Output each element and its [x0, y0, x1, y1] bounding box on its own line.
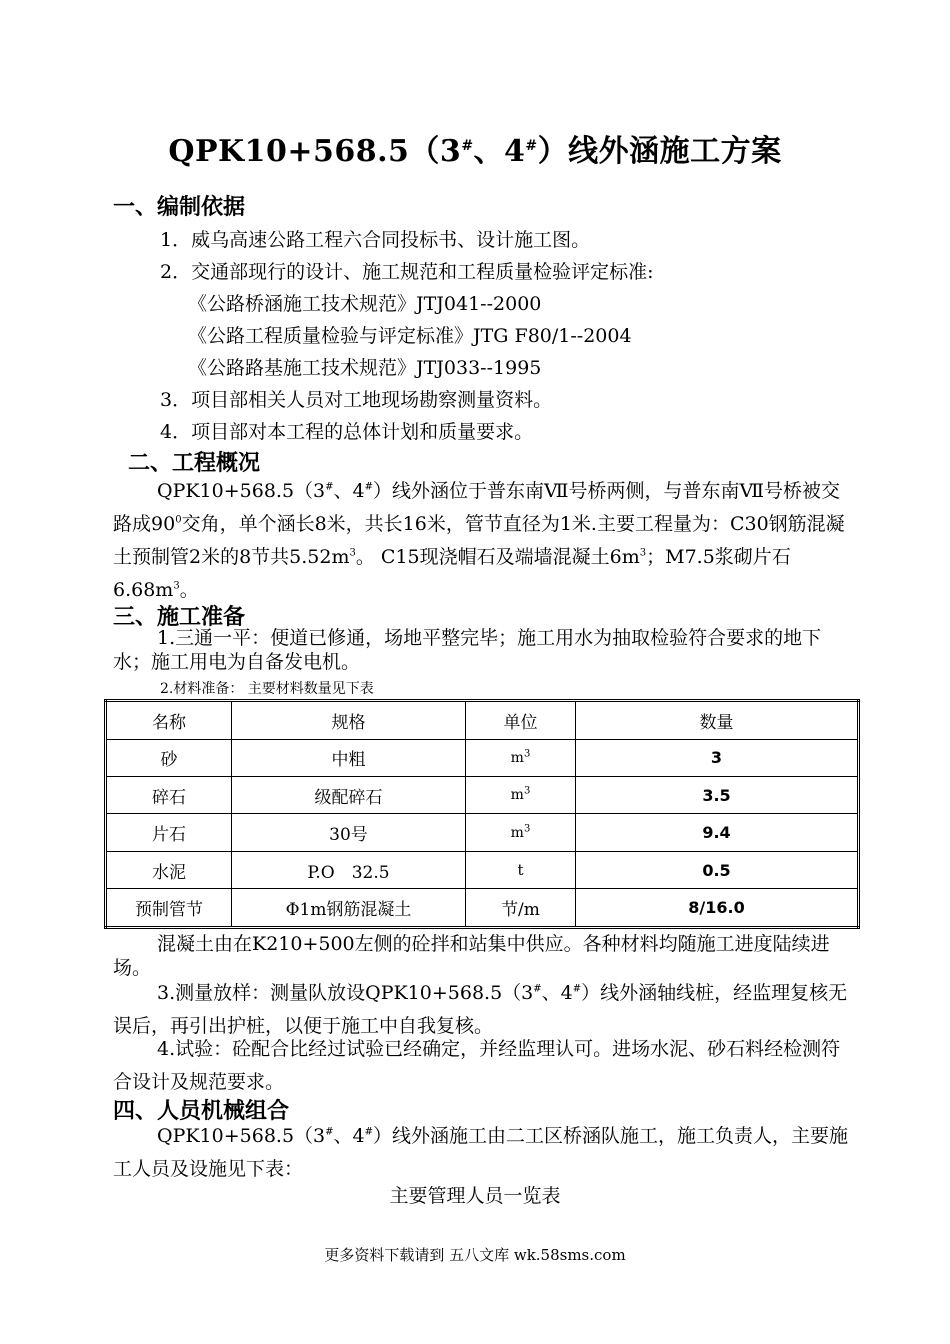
- cell-qty: 9.4: [576, 814, 859, 851]
- materials-table: [104, 699, 860, 929]
- header-qty: 数量: [576, 701, 859, 740]
- personnel-paragraph: QPK10+568.5（3#、4#）线外涵施工由二工区桥涵队施工，施工负责人，主要施工人员及设施见下表：: [113, 1125, 849, 1180]
- basis-item-1: 1．威乌高速公路工程六合同投标书、设计施工图。: [160, 229, 591, 251]
- header-unit: 单位: [466, 701, 576, 740]
- cell-unit: $m^3$: [466, 739, 576, 776]
- basis-standard-2: 《公路工程质量检验与评定标准》JTG F80/1--2004: [188, 325, 632, 347]
- section-heading-personnel: 四、人员机械组合: [113, 1098, 290, 1124]
- cell-unit: $m^3$: [466, 776, 576, 813]
- section-heading-overview: 二、工程概况: [128, 450, 261, 476]
- table-header-row: [106, 701, 859, 740]
- prep-paragraph-1: 1.三通一平：便道已修通，场地平整完毕；施工用水为抽取检验符合要求的地下水；施工用电为自备发电机。: [113, 627, 822, 673]
- basis-standard-3: 《公路路基施工技术规范》JTJ033--1995: [188, 357, 542, 379]
- cell-name: 片石: [106, 814, 232, 851]
- cell-spec: Φ1m钢筋混凝土: [232, 889, 466, 928]
- materials-caption: 2.材料准备： 主要材料数量见下表: [160, 681, 374, 697]
- cell-spec: P.O 32.5: [232, 851, 466, 888]
- cell-spec: 30号: [232, 814, 466, 851]
- table-row: [106, 814, 859, 851]
- header-name: 名称: [106, 701, 232, 740]
- table-row: [106, 739, 859, 776]
- cell-name: 碎石: [106, 776, 232, 813]
- section-heading-preparation: 三、施工准备: [113, 604, 246, 630]
- cell-spec: 级配碎石: [232, 776, 466, 813]
- basis-item-4: 4．项目部对本工程的总体计划和质量要求。: [160, 421, 534, 443]
- cell-unit: 节/m: [466, 889, 576, 928]
- overview-paragraph: QPK10+568.5（3#、4#）线外涵位于普东南Ⅶ号桥两侧，与普东南Ⅶ号桥被交路成$90^0$交角，单个涵长8米，共长16米，管节直径为1米.主要工程量为：C30钢筋混凝土预制管2米的8节共$5.52m^3$。 C15现浇帽石及端墙混凝土$6m^3$；M7.5浆砌片石$6.68m^3$。: [113, 480, 845, 601]
- cell-name: 预制管节: [106, 889, 232, 928]
- cell-unit: t: [466, 851, 576, 888]
- prep-paragraph-survey: 3.测量放样：测量队放设QPK10+568.5（3#、4#）线外涵轴线桩，经监理复核无误后，再引出护桩，以便于施工中自我复核。: [113, 982, 848, 1037]
- table-row: [106, 851, 859, 888]
- prep-paragraph-concrete: 混凝土由在K210+500左侧的砼拌和站集中供应。各种材料均随施工进度陆续进场。: [113, 933, 830, 979]
- header-spec: 规格: [232, 701, 466, 740]
- document-title: QPK10+568.5（3#、4#）线外涵施工方案: [168, 134, 782, 169]
- prep-paragraph-test: 4.试验：砼配合比经过试验已经确定，并经监理认可。进场水泥、砂石料经检测符合设计及规范要求。: [113, 1038, 841, 1093]
- table-row: [106, 889, 859, 928]
- basis-item-3: 3．项目部相关人员对工地现场勘察测量资料。: [160, 389, 553, 411]
- section-heading-basis: 一、编制依据: [113, 194, 246, 220]
- basis-item-2: 2．交通部现行的设计、施工规范和工程质量检验评定标准:: [160, 261, 654, 283]
- footer-link-text[interactable]: 更多资料下载请到 五八文库 wk.58sms.com: [324, 1246, 626, 1264]
- cell-unit: $m^3$: [466, 814, 576, 851]
- cell-qty: 3.5: [576, 776, 859, 813]
- management-table-caption: 主要管理人员一览表: [389, 1185, 561, 1207]
- basis-standard-1: 《公路桥涵施工技术规范》JTJ041--2000: [188, 293, 542, 315]
- table-row: [106, 776, 859, 813]
- cell-qty: 3: [576, 739, 859, 776]
- cell-spec: 中粗: [232, 739, 466, 776]
- cell-name: 水泥: [106, 851, 232, 888]
- cell-name: 砂: [106, 739, 232, 776]
- cell-qty: 0.5: [576, 851, 859, 888]
- cell-qty: 8/16.0: [576, 889, 859, 928]
